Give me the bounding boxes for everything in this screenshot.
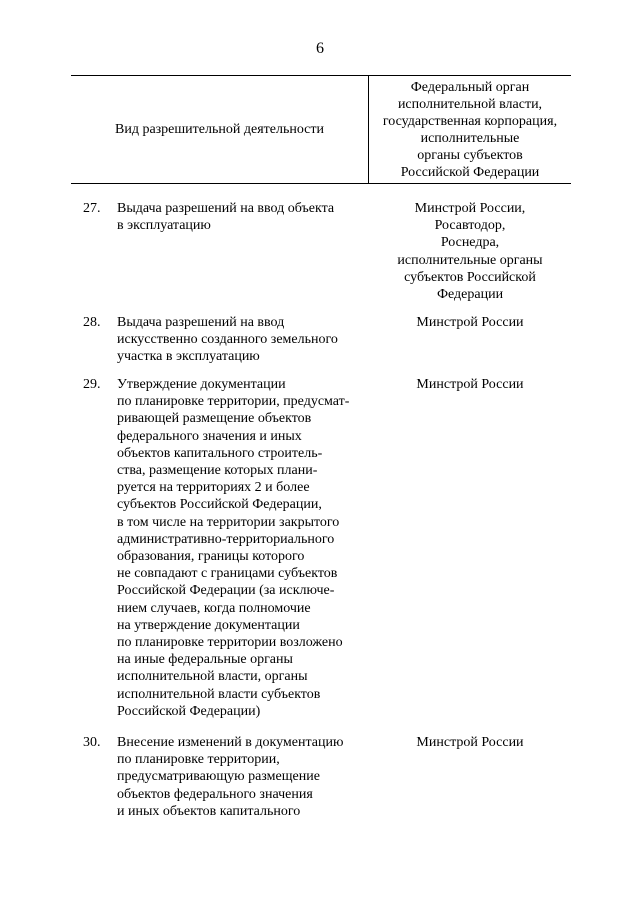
row-number: 29. (83, 377, 101, 392)
row-activity: Внесение изменений в документацию по планировке территории, предусматривающую размещение объектов федерального значения и иных объектов капитального (117, 735, 344, 819)
row-activity: Выдача разрешений на ввод объекта в эксплуатацию (117, 201, 335, 234)
row-activity: Утверждение документации по планировке территории, предусмат- ривающей размещение объектов федерального значения и иных объектов капитального строитель- ства, размещение которых плани- руется на территориях 2 и более субъектов Российской Федерации, в том числе на территории закрытого административно-территориального образования, границы которого не совпадают с границами субъектов Российской Федерации (за исключе- нием случаев, когда полномочие на утверждение документации по планировке территории возложено на иные федеральные органы исполнительной власти, органы исполнительной власти субъектов Российской Федерации) (117, 377, 350, 719)
header-authority-column (369, 79, 571, 181)
table-header (71, 75, 571, 184)
row-number: 27. (83, 201, 101, 216)
row-authority: Минстрой России (416, 377, 524, 392)
row-number: 28. (83, 315, 101, 330)
header-authority-label: Федеральный орган исполнительной власти, государственная корпорация, исполнительные органы субъектов Российской Федерации (382, 80, 558, 180)
row-authority: Минстрой России, Росавтодор, Роснедра, исполнительные органы субъектов Российской Федерации (397, 201, 543, 303)
row-activity: Выдача разрешений на ввод искусственно созданного земельного участка в эксплуатацию (117, 315, 338, 365)
row-authority: Минстрой России (416, 315, 524, 330)
page-number: 6 (316, 40, 324, 57)
row-authority: Минстрой России (416, 735, 524, 750)
header-activity-label: Вид разрешительной деятельности (114, 121, 324, 137)
row-number: 30. (83, 735, 101, 750)
header-activity-column (71, 76, 368, 183)
